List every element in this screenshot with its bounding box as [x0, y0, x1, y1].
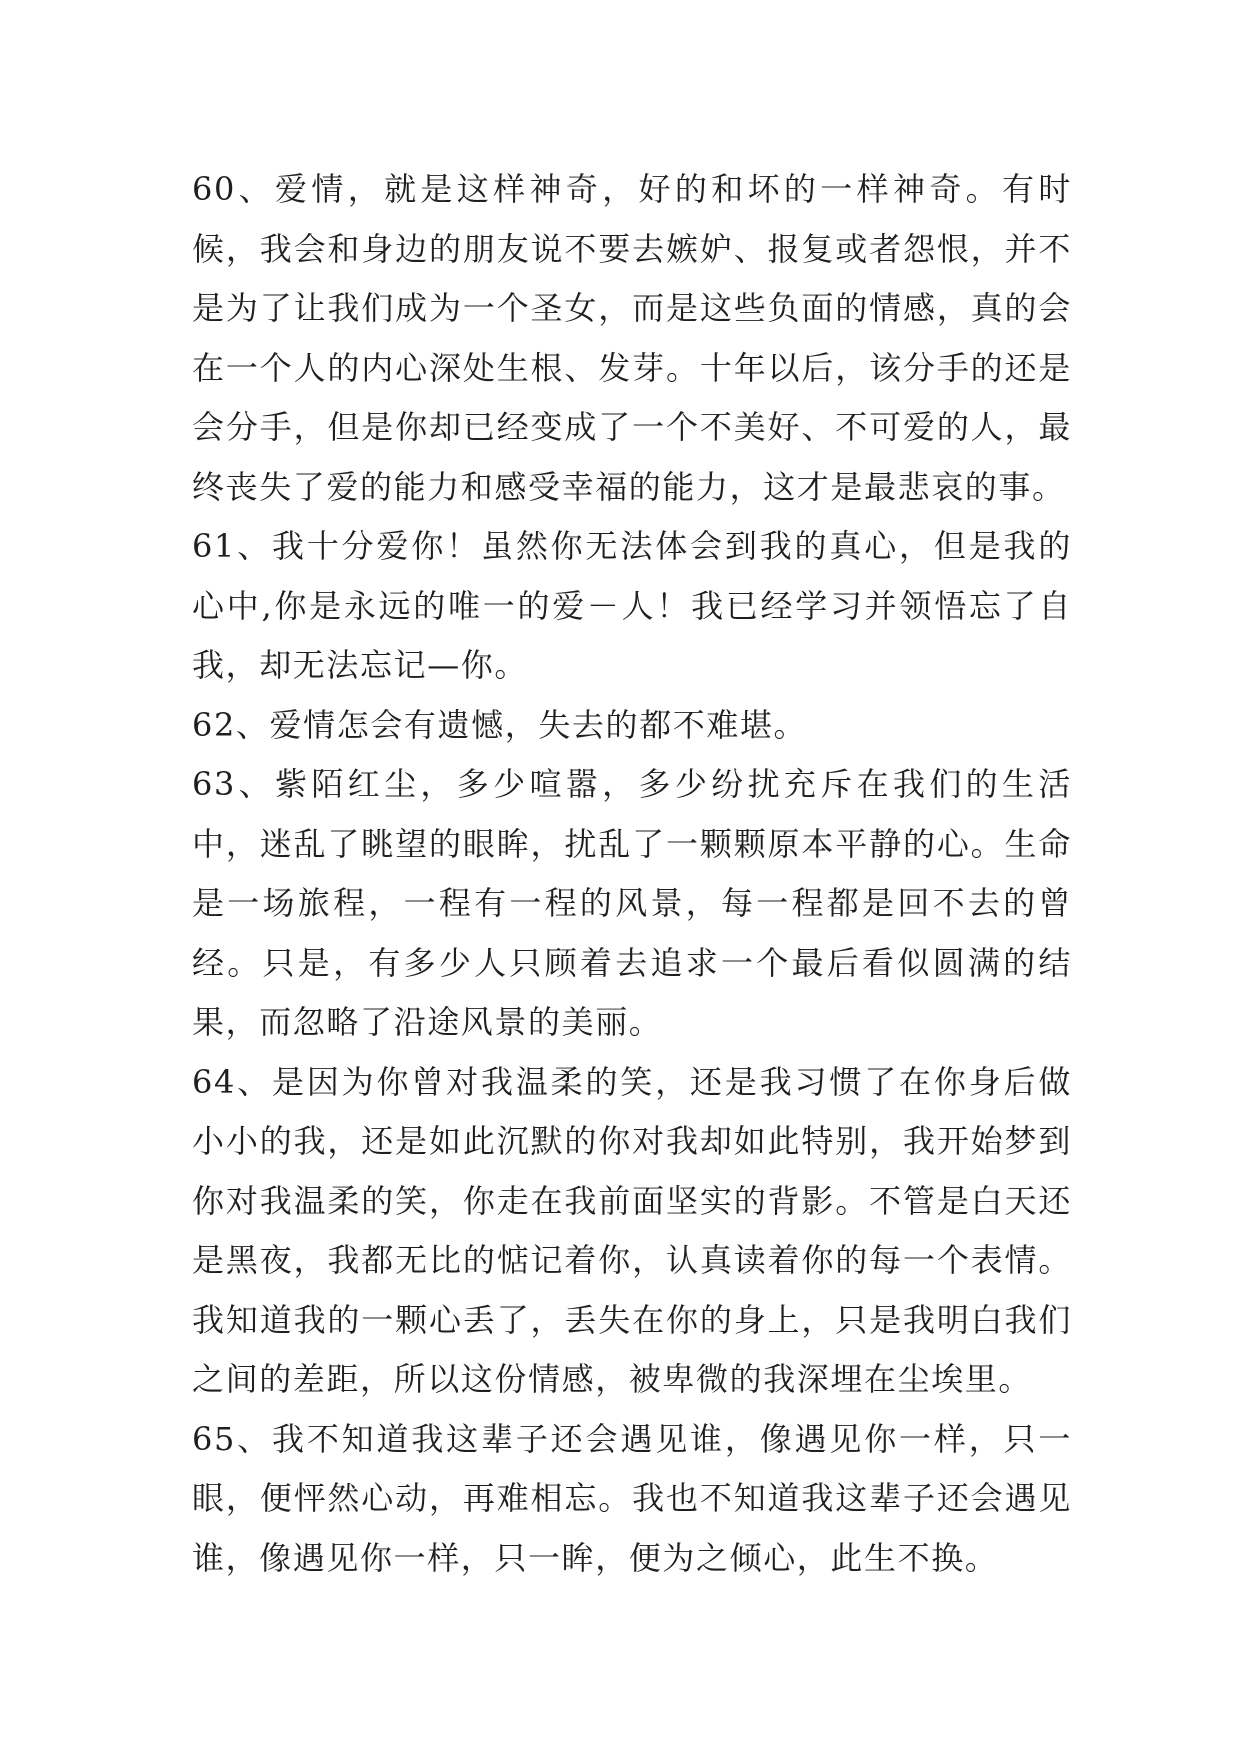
document-body	[192, 160, 1072, 1588]
entry-64: 64、是因为你曾对我温柔的笑，还是我习惯了在你身后做小小的我，还是如此沉默的你对我却如此特别，我开始梦到你对我温柔的笑，你走在我前面坚实的背影。不管是白天还是黑夜，我都无比的惦记着你，认真读着你的每一个表情。我知道我的一颗心丢了，丢失在你的身上，只是我明白我们之间的差距，所以这份情感，被卑微的我深埋在尘埃里。	[192, 1062, 1072, 1398]
entry-63: 63、紫陌红尘，多少喧嚣，多少纷扰充斥在我们的生活中，迷乱了眺望的眼眸，扰乱了一颗颗原本平静的心。生命是一场旅程，一程有一程的风景，每一程都是回不去的曾经。只是，有多少人只顾着去追求一个最后看似圆满的结果，而忽略了沿途风景的美丽。	[192, 765, 1072, 1041]
entry-60: 60、爱情，就是这样神奇，好的和坏的一样神奇。有时候，我会和身边的朋友说不要去嫉妒、报复或者怨恨，并不是为了让我们成为一个圣女，而是这些负面的情感，真的会在一个人的内心深处生根、发芽。十年以后，该分手的还是会分手，但是你却已经变成了一个不美好、不可爱的人，最终丧失了爱的能力和感受幸福的能力，这才是最悲哀的事。	[192, 170, 1072, 506]
entry-61: 61、我十分爱你！虽然你无法体会到我的真心，但是我的心中,你是永远的唯一的爱－人！我已经学习并领悟忘了自我，却无法忘记—你。	[192, 527, 1072, 684]
entry-65: 65、我不知道我这辈子还会遇见谁，像遇见你一样，只一眼，便怦然心动，再难相忘。我也不知道我这辈子还会遇见谁，像遇见你一样，只一眸，便为之倾心，此生不换。	[192, 1419, 1072, 1577]
entry-62: 62、爱情怎会有遗憾，失去的都不难堪。	[192, 705, 808, 744]
